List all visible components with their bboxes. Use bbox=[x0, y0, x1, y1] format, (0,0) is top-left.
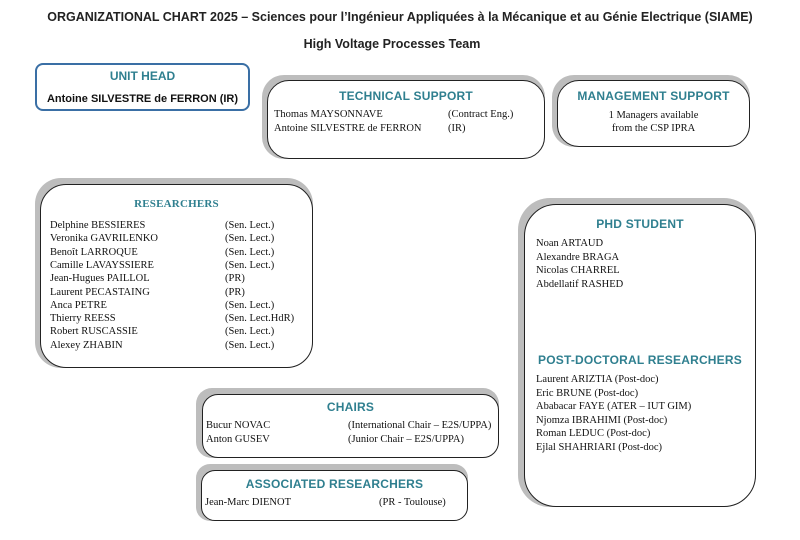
researcher-role: (Sen. Lect.) bbox=[225, 220, 275, 231]
researcher-role: (Sen. Lect.) bbox=[225, 233, 275, 245]
researcher-role: (Sen. Lect.) bbox=[225, 259, 275, 271]
postdoc-researcher: Ejlal SHAHRIARI (Post-doc) bbox=[536, 442, 662, 453]
researcher-name: Benoît LARROQUE bbox=[50, 246, 138, 258]
technical-support-role: (Contract Eng.) bbox=[448, 109, 514, 120]
phd-student: Abdellatif RASHED bbox=[536, 278, 624, 290]
associated-role: (PR - Toulouse) bbox=[379, 497, 446, 508]
unit-head-name: Antoine SILVESTRE de FERRON (IR) bbox=[46, 93, 239, 105]
management-support-box bbox=[557, 80, 750, 147]
chairs-box bbox=[202, 394, 499, 458]
phd-heading: PHD STUDENT bbox=[596, 217, 684, 231]
researcher-role: (Sen. Lect.) bbox=[225, 339, 275, 351]
postdoc-researcher: Njomza IBRAHIMI (Post-doc) bbox=[536, 414, 668, 426]
researcher-name: Thierry REESS bbox=[50, 313, 116, 325]
phd-student: Noan ARTAUD bbox=[536, 238, 604, 249]
associated-box bbox=[201, 470, 468, 521]
researcher-role: (PR) bbox=[225, 286, 245, 298]
unit-head-box bbox=[35, 63, 250, 111]
postdoc-researcher: Laurent ARIZTIA (Post-doc) bbox=[536, 374, 659, 385]
associated-heading: ASSOCIATED RESEARCHERS bbox=[245, 477, 424, 491]
management-support-heading: MANAGEMENT SUPPORT bbox=[577, 89, 730, 103]
researchers-box bbox=[40, 184, 313, 368]
researcher-name: Robert RUSCASSIE bbox=[50, 326, 138, 338]
phd-student: Nicolas CHARREL bbox=[536, 265, 620, 276]
chair-name: Anton GUSEV bbox=[206, 433, 270, 445]
technical-support-name: Antoine SILVESTRE de FERRON bbox=[274, 123, 422, 134]
researchers-heading: RESEARCHERS bbox=[134, 198, 219, 210]
researcher-name: Camille LAVAYSSIERE bbox=[50, 259, 154, 271]
phd-student: Alexandre BRAGA bbox=[536, 251, 620, 263]
team-subtitle: High Voltage Processes Team bbox=[303, 37, 481, 51]
associated-name: Jean-Marc DIENOT bbox=[205, 497, 292, 508]
researcher-name: Anca PETRE bbox=[50, 299, 107, 311]
researcher-role: (Sen. Lect.) bbox=[225, 326, 275, 338]
management-support-line: from the CSP IPRA bbox=[611, 123, 696, 134]
researcher-role: (PR) bbox=[225, 273, 245, 285]
page-title: ORGANIZATIONAL CHART 2025 – Sciences pour l’Ingénieur Appliquées à la Mécanique et au Génie Electrique (SIAME) bbox=[47, 10, 753, 24]
phd-postdoc-box bbox=[524, 204, 756, 507]
technical-support-name: Thomas MAYSONNAVE bbox=[274, 109, 383, 120]
researcher-name: Laurent PECASTAING bbox=[50, 286, 150, 298]
unit-head-heading: UNIT HEAD bbox=[109, 69, 176, 83]
researcher-name: Alexey ZHABIN bbox=[50, 339, 123, 351]
management-support-line: 1 Managers available bbox=[608, 110, 699, 121]
postdoc-researcher: Eric BRUNE (Post-doc) bbox=[536, 387, 639, 399]
researcher-role: (Sen. Lect.HdR) bbox=[225, 313, 295, 325]
researcher-role: (Sen. Lect.) bbox=[225, 246, 275, 258]
chair-name: Bucur NOVAC bbox=[206, 420, 271, 431]
postdoc-researcher: Ababacar FAYE (ATER – IUT GIM) bbox=[536, 401, 692, 413]
researcher-name: Jean-Hugues PAILLOL bbox=[50, 273, 150, 285]
technical-support-role: (IR) bbox=[448, 123, 466, 134]
chair-role: (International Chair – E2S/UPPA) bbox=[348, 420, 492, 431]
chairs-heading: CHAIRS bbox=[326, 400, 375, 414]
technical-support-heading: TECHNICAL SUPPORT bbox=[339, 89, 473, 103]
technical-support-box bbox=[267, 80, 545, 159]
researcher-role: (Sen. Lect.) bbox=[225, 299, 275, 311]
postdoc-researcher: Roman LEDUC (Post-doc) bbox=[536, 428, 651, 440]
postdoc-heading: POST-DOCTORAL RESEARCHERS bbox=[538, 353, 742, 367]
researcher-name: Delphine BESSIERES bbox=[50, 220, 146, 231]
researcher-name: Veronika GAVRILENKO bbox=[50, 233, 158, 245]
chair-role: (Junior Chair – E2S/UPPA) bbox=[348, 433, 464, 445]
